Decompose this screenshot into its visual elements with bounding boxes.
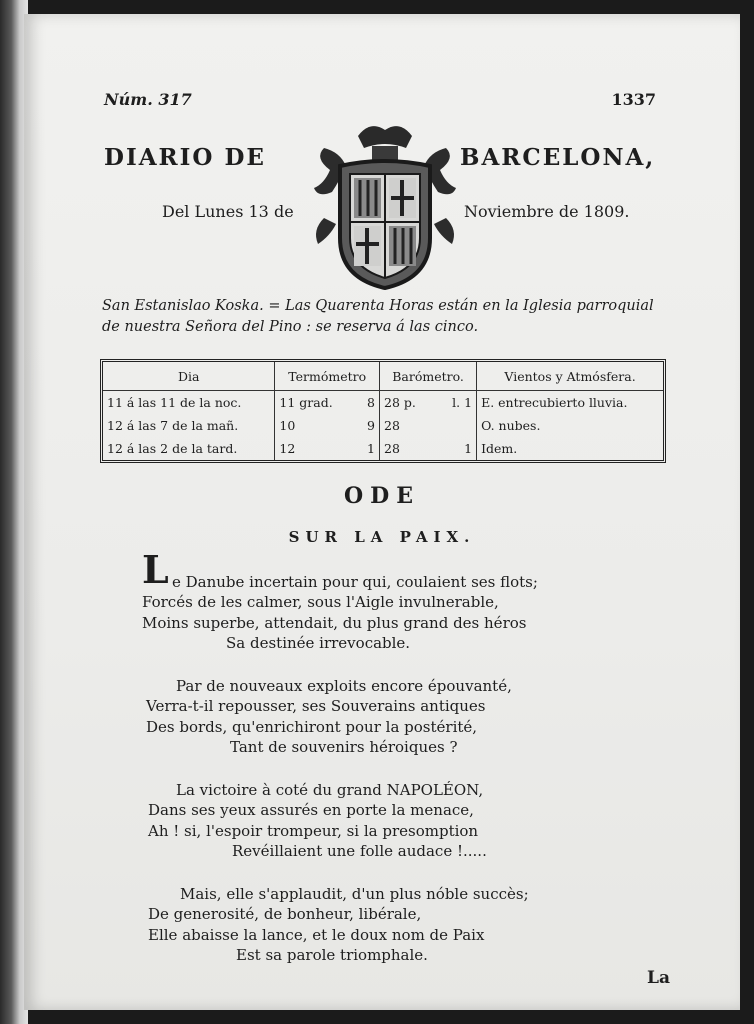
page-number: 1337 — [611, 90, 656, 109]
verse-line: Verra-t-il repousser, ses Souverains antiques — [146, 697, 486, 715]
poem-title: ODE — [343, 483, 420, 509]
cell-viento: O. nubes. — [481, 418, 541, 434]
issue-number: Núm. 317 — [104, 90, 192, 109]
verse-line: Elle abaisse la lance, et le doux nom de Paix — [148, 926, 485, 944]
col-termometro: Termómetro — [275, 362, 380, 391]
table-row — [103, 414, 663, 437]
weather-table — [100, 359, 666, 463]
verse-line: Ah ! si, l'espoir trompeur, si la presomption — [148, 822, 479, 840]
cell-term: 12 1 — [275, 437, 380, 460]
cell-dia: 11 á las 11 de la noc. — [103, 391, 275, 415]
catchword: La — [647, 968, 670, 988]
cell-dia: 12 á las 7 de la mañ. — [103, 414, 275, 437]
verse-line: e Danube incertain pour qui, coulaient ses flots; — [172, 573, 538, 591]
cell-dia: 12 á las 2 de la tard. — [103, 437, 275, 460]
cell-bar: 28 — [380, 414, 477, 437]
drop-cap: L — [142, 547, 169, 592]
verse-line: La victoire à coté du grand NAPOLÉON, — [176, 781, 484, 799]
verse-line: Dans ses yeux assurés en porte la menace, — [148, 801, 474, 819]
verse-line: Tant de souvenirs héroiques ? — [230, 738, 458, 756]
cell-viento: Idem. — [481, 441, 518, 457]
verse-line: Moins superbe, attendait, du plus grand des héros — [142, 614, 527, 632]
cell-term: 11 grad. 8 — [275, 391, 380, 415]
cell-bar: 28 p. l. 1 — [380, 391, 477, 415]
col-barometro: Barómetro. — [380, 362, 477, 391]
verse-line: Sa destinée irrevocable. — [226, 634, 411, 652]
cell-viento: E. entrecubierto lluvia. — [481, 395, 628, 411]
verse-line: Mais, elle s'applaudit, d'un plus nóble succès; — [180, 885, 529, 903]
verse-line: Par de nouveaux exploits encore épouvanté, — [176, 677, 512, 695]
saint-notice: San Estanislao Koska. = Las Quarenta Horas están en la Iglesia parroquial de nuestra Señora del Pino : se reserva á las cinco. — [102, 298, 654, 335]
table-row — [103, 437, 663, 460]
table-row — [103, 391, 663, 415]
newspaper-page — [24, 14, 740, 1010]
col-dia: Dia — [103, 362, 275, 391]
verse-line: Forcés de les calmer, sous l'Aigle invulnerable, — [142, 593, 499, 611]
cell-bar: 28 1 — [380, 437, 477, 460]
date-left: Del Lunes 13 de — [162, 202, 294, 221]
col-vientos: Vientos y Atmósfera. — [477, 362, 663, 391]
masthead-title-left: DIARIO DE — [104, 144, 266, 171]
poem-subtitle: SUR LA PAIX. — [288, 528, 476, 546]
verse-line: Des bords, qu'enrichiront pour la postérité, — [146, 718, 478, 736]
cell-term: 10 9 — [275, 414, 380, 437]
date-right: Noviembre de 1809. — [464, 202, 630, 221]
weather-table-header — [103, 362, 663, 391]
coat-of-arms-icon — [310, 118, 460, 294]
verse-line: Est sa parole triomphale. — [236, 946, 428, 964]
verse-line: Revéillaient une folle audace !..... — [232, 842, 487, 860]
masthead-title-right: BARCELONA, — [460, 144, 656, 171]
verse-line: De generosité, de bonheur, libérale, — [148, 905, 422, 923]
